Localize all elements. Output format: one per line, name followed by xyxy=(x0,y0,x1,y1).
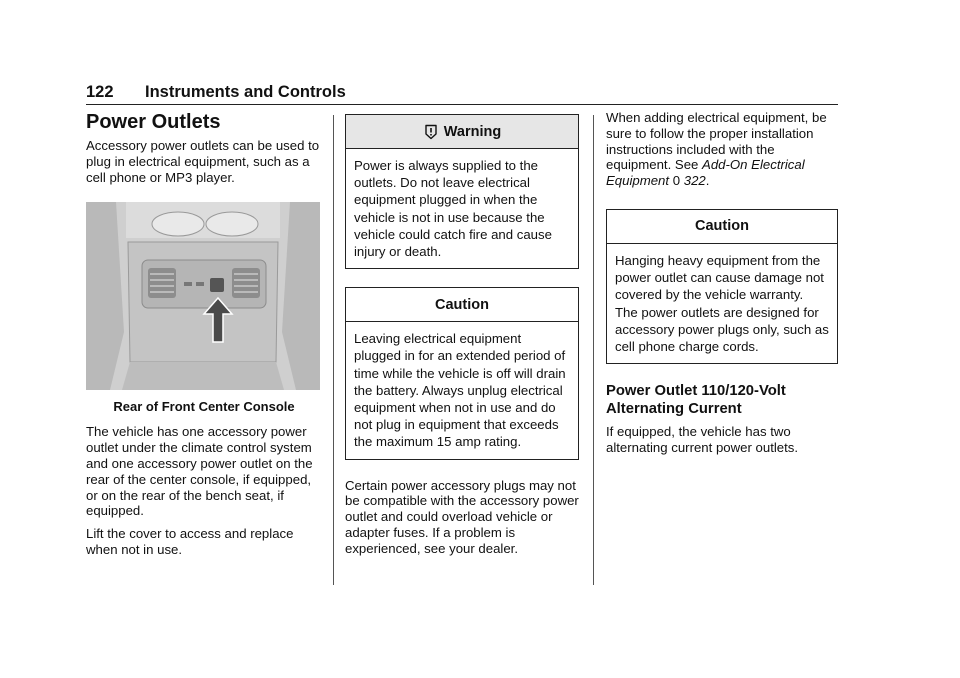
warning-header xyxy=(346,115,578,149)
warning-icon xyxy=(423,124,439,140)
page-number: 122 xyxy=(86,83,114,101)
header-rule xyxy=(86,104,838,105)
column-divider xyxy=(593,115,594,585)
column-divider xyxy=(333,115,334,585)
caution-title: Caution xyxy=(435,296,489,313)
caution-header xyxy=(607,210,837,244)
warning-title: Warning xyxy=(443,123,502,140)
caution-title: Caution xyxy=(695,218,749,235)
body-paragraph: Lift the cover to access and replace when not in use. xyxy=(86,526,294,557)
body-paragraph: If equipped, the vehicle has two alternating current power outlets. xyxy=(606,424,799,455)
page-reference[interactable]: 322 xyxy=(683,173,706,189)
caution-body: Hanging heavy equipment from the power outlet can cause damage not covered by the vehicle warranty. The power outlets are designed for accessory power plugs only, such as cell phone charge cords. xyxy=(615,252,829,354)
body-paragraph: Certain power accessory plugs may not be compatible with the accessory power outlet and could overload vehicle or adapter fuses. If a problem is experienced, see your dealer. xyxy=(345,477,579,556)
column-middle xyxy=(345,114,579,564)
figure-caption: Rear of Front Center Console xyxy=(113,399,295,415)
caution-body: Leaving electrical equipment plugged in for an extended period of time while the vehicle is off will drain the battery. Always unplug electrical equipment when not in use and do not plug in equipment that exceeds the maximum 15 amp rating. xyxy=(354,331,566,450)
subsection-title: Power Outlet 110/120-Volt Alternating Current xyxy=(606,383,786,418)
column-right xyxy=(606,110,838,463)
body-paragraph: The vehicle has one accessory power outlet under the climate control system and one accessory power outlet on the rear of the center console, if equipped, or on the rear of the bench seat, if equipped. xyxy=(86,424,313,519)
cross-reference-link[interactable]: Add-On Electrical Equipment xyxy=(606,157,805,189)
section-title: Power Outlets xyxy=(86,111,221,133)
page-ref-arrow: 0 xyxy=(672,173,681,189)
page-header xyxy=(86,83,838,105)
console-illustration xyxy=(86,202,320,390)
warning-body: Power is always supplied to the outlets. Do not leave electrical equipment plugged in when the vehicle is not in use because the vehicle could catch fire and cause injury or death. xyxy=(354,158,552,260)
chapter-title: Instruments and Controls xyxy=(145,83,346,101)
caution-header xyxy=(346,288,578,322)
column-left xyxy=(86,110,322,565)
warning-box xyxy=(345,114,579,269)
intro-paragraph: Accessory power outlets can be used to plug in electrical equipment, such as a cell phone or MP3 player. xyxy=(86,138,320,185)
caution-box xyxy=(345,287,579,459)
body-paragraph: When adding electrical equipment, be sure to follow the proper installation instructions included with the equipment. See Add-On Electrical Equipment 0 322. xyxy=(606,110,827,189)
caution-box xyxy=(606,209,838,364)
